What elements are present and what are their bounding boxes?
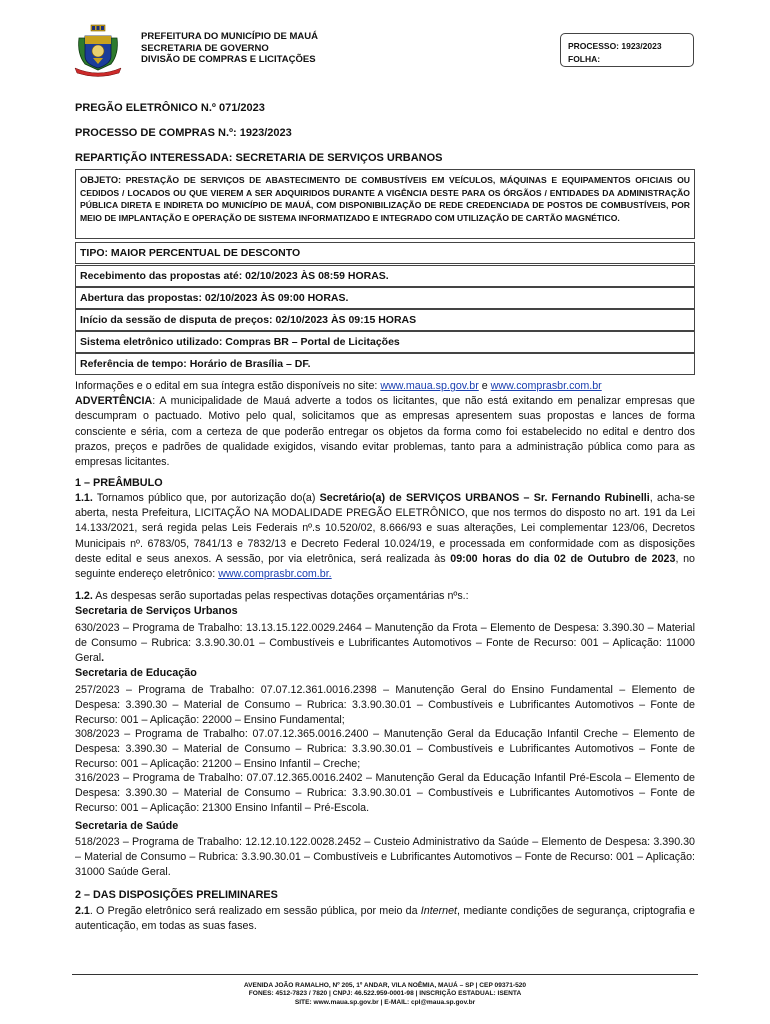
footer-site: SITE: www.maua.sp.gov.br | E-MAIL: cpl@maua.sp.gov.br: [294, 998, 476, 1006]
disposicoes-title: 2 – DAS DISPOSIÇÕES PRELIMINARES: [75, 889, 278, 901]
saude-dotacao: 518/2023 – Programa de Trabalho: 12.12.10.122.0028.2452 – Custeio Administrativo da Saúde – Elemento de Despesa: 3.390.30 – Material de Consumo – Rubrica: 3.3.90.30.01 – Combustíveis e Lubrificantes Automotivos – Fonte de Recurso: 001 – Aplicação: 31000 Saúde Geral.: [75, 836, 695, 879]
comprasbr-link[interactable]: www.comprasbr.com.br: [490, 380, 602, 392]
pregao-title: PREGÃO ELETRÔNICO N.º 071/2023: [75, 102, 265, 114]
letterhead: [141, 31, 318, 66]
reparticao-title: REPARTIÇÃO INTERESSADA: SECRETARIA DE SERVIÇOS URBANOS: [75, 152, 443, 164]
item-1-2-text: As despesas serão suportadas pelas respectivas dotações orçamentárias nºs.:: [92, 590, 469, 602]
preambulo-paragraph-2: [75, 589, 695, 604]
letterhead-line-prefeitura: PREFEITURA DO MUNICÍPIO DE MAUÁ: [141, 31, 318, 42]
educacao-heading: Secretaria de Educação: [75, 667, 197, 679]
recebimento-row: Recebimento das propostas até: 02/10/2023 ÀS 08:59 HORAS.: [75, 265, 695, 287]
letterhead-line-secretaria: SECRETARIA DE GOVERNO: [141, 42, 269, 54]
item-2-1-text-a: . O Pregão eletrônico será realizado em sessão pública, por meio da: [89, 905, 421, 917]
sistema-row: Sistema eletrônico utilizado: Compras BR – Portal de Licitações: [75, 331, 695, 353]
municipal-crest-logo: [71, 24, 125, 78]
item-2-1-number: 2.1: [75, 905, 90, 917]
item-1-1-number: 1.1.: [75, 492, 93, 504]
footer-address: AVENIDA JOÃO RAMALHO, Nº 205, 1º ANDAR, VILA NOÊMIA, MAUÁ – SP | CEP 09371-520: [243, 982, 527, 989]
tipo-row: TIPO: MAIOR PERCENTUAL DE DESCONTO: [75, 242, 695, 264]
processo-title: PROCESSO DE COMPRAS N.º: 1923/2023: [75, 127, 292, 139]
item-1-1-text-b: , acha-se aberta, nesta Prefeitura, LICITAÇÃO NA MODALIDADE PREGÃO ELETRÔNICO, que nos termos do disposto no art. 191 da Lei 14.133/2021, será regida pelas Leis Federais nº.s 10.520/02, 8.666/93 e suas alterações, Lei complementar 123/06, Decretos Municipais nº. 6783/05, 7841/13 e 7832/13 e Decreto Federal 10.024/19, e processada em conformidade com as disposições deste edital e seus anexos. A sessão, por via eletrônica, será realizada às: [75, 492, 695, 565]
folha-label: FOLHA:: [568, 54, 601, 64]
item-1-2-number: 1.2.: [75, 590, 93, 602]
process-stamp-box: [560, 33, 694, 67]
info-paragraph: [75, 379, 695, 470]
objeto-text: PRESTAÇÃO DE SERVIÇOS DE ABASTECIMENTO DE COMBUSTÍVEIS EM VEÍCULOS, MÁQUINAS E EQUIPAMENTOS OFICIAIS OU CEDIDOS / LOCADOS OU QUE VIEREM A SER ADQUIRIDOS DURANTE A VIGÊNCIA DESTE PARA OS ÓRGÃOS / ENTIDADES DA ADMINISTRAÇÃO PÚBLICA DIRETA E INDIRETA DO MUNICÍPIO DE MAUÁ, COM DISPONIBILIZAÇÃO DE REDE CREDENCIADA DE POSTOS DE COMBUSTÍVEIS, POR MEIO DE IMPLANTAÇÃO E OPERAÇÃO DE SISTEMA INFORMATIZADO E INTEGRADO COM UTILIZAÇÃO DE CARTÃO MAGNÉTICO.: [80, 175, 690, 224]
educacao-dotacao-308: 308/2023 – Programa de Trabalho: 07.07.12.365.0016.2400 – Manutenção Geral da Educação Infantil Creche – Elemento de Despesa: 3.390.30 – Material de Consumo – Rubrica: 3.3.90.30.01 – Combustíveis e Lubrificantes Automotivos – Fonte de Recurso: 001 – Aplicação: 21200 – Ensino Infantil – Creche;: [75, 728, 695, 771]
item-1-1-session-time: 09:00 horas do dia 02 de Outubro de 2023: [450, 552, 676, 565]
item-2-1-internet: Internet: [420, 905, 458, 917]
info-and: e: [478, 380, 491, 392]
saude-heading: Secretaria de Saúde: [75, 820, 179, 832]
item-2-1-text-b: , mediante condições de segurança, criptografia e autenticação, em todas as suas fases.: [75, 905, 695, 933]
letterhead-line-divisao: DIVISÃO DE COMPRAS E LICITAÇÕES: [141, 54, 316, 65]
advertencia-label: ADVERTÊNCIA: [75, 395, 153, 408]
urbanos-dotacao-text: 630/2023 – Programa de Trabalho: 13.13.15.122.0029.2464 – Manutenção da Frota – Elemento de Despesa: 3.390.30 – Material de Consumo – Rubrica: 3.3.90.30.01 – Combustíveis e Lubrificantes Automotivos – Fonte de Recurso: 001 – Aplicação: 11000 Geral: [75, 622, 695, 665]
footer: [72, 982, 698, 1007]
urbanos-dotacao-end: .: [101, 652, 105, 665]
preambulo-title: 1 – PREÂMBULO: [75, 477, 163, 489]
footer-divider: [72, 974, 698, 975]
process-number: PROCESSO: 1923/2023: [568, 41, 662, 51]
info-text: Informações e o edital em sua íntegra estão disponíveis no site:: [75, 380, 381, 392]
preambulo-paragraph-1: [75, 491, 695, 582]
item-1-1-secretario: Secretário(a) de SERVIÇOS URBANOS – Sr. Fernando Rubinelli: [319, 492, 650, 504]
educacao-dotacao-257: 257/2023 – Programa de Trabalho: 07.07.12.361.0016.2398 – Manutenção Geral do Ensino Fundamental – Elemento de Despesa: 3.390.30 – Material de Consumo – Rubrica: 3.3.90.30.01 – Combustíveis e Lubrificantes Automotivos – Fonte de Recurso: 001 – Aplicação: 22000 – Ensino Fundamental;: [75, 684, 695, 727]
comprasbr-session-link[interactable]: www.comprasbr.com.br.: [218, 568, 332, 581]
advertencia-text: : A municipalidade de Mauá adverte a todos os licitantes, que não está exitando em penalizar empresas que descumpram o pactuado. Motivo pelo qual, solicitamos que as empresas apresentem suas propostas e lances de forma consciente e séria, com a certeza de que poderão entregar os objetos da forma como foi estabelecido no edital e dentro dos prazos, preços e padrões de qualidade exigidos, visando evitar problemas, tanto para a administração pública como para as empresas licitantes.: [75, 395, 695, 469]
educacao-dotacao-316: 316/2023 – Programa de Trabalho: 07.07.12.365.0016.2402 – Manutenção Geral da Educação Infantil Pré-Escola – Elemento de Despesa: 3.390.30 – Material de Consumo – Rubrica: 3.3.90.30.01 – Combustíveis e Lubrificantes Automotivos – Fonte de Recurso: 001 – Aplicação: 21300 Ensino Infantil – Pré-Escola.: [75, 772, 695, 815]
urbanos-heading: Secretaria de Serviços Urbanos: [75, 605, 238, 617]
footer-contacts: FONES: 4512-7823 / 7820 | CNPJ: 46.522.959-0001-98 | INSCRIÇÃO ESTADUAL: ISENTA: [248, 990, 522, 998]
inicio-row: Início da sessão de disputa de preços: 02/10/2023 ÀS 09:15 HORAS: [75, 309, 695, 331]
item-1-1-text-a: Tornamos público que, por autorização do(a): [92, 492, 320, 504]
referencia-row: Referência de tempo: Horário de Brasília – DF.: [75, 353, 695, 375]
objeto-label: OBJETO:: [80, 175, 122, 185]
abertura-row: Abertura das propostas: 02/10/2023 ÀS 09:00 HORAS.: [75, 287, 695, 309]
disposicoes-paragraph: [75, 904, 695, 934]
item-1-1-text-c: , no seguinte endereço eletrônico:: [75, 552, 695, 581]
urbanos-dotacao: [75, 621, 695, 667]
maua-site-link[interactable]: www.maua.sp.gov.br: [380, 380, 479, 392]
objeto-box: [75, 169, 695, 239]
